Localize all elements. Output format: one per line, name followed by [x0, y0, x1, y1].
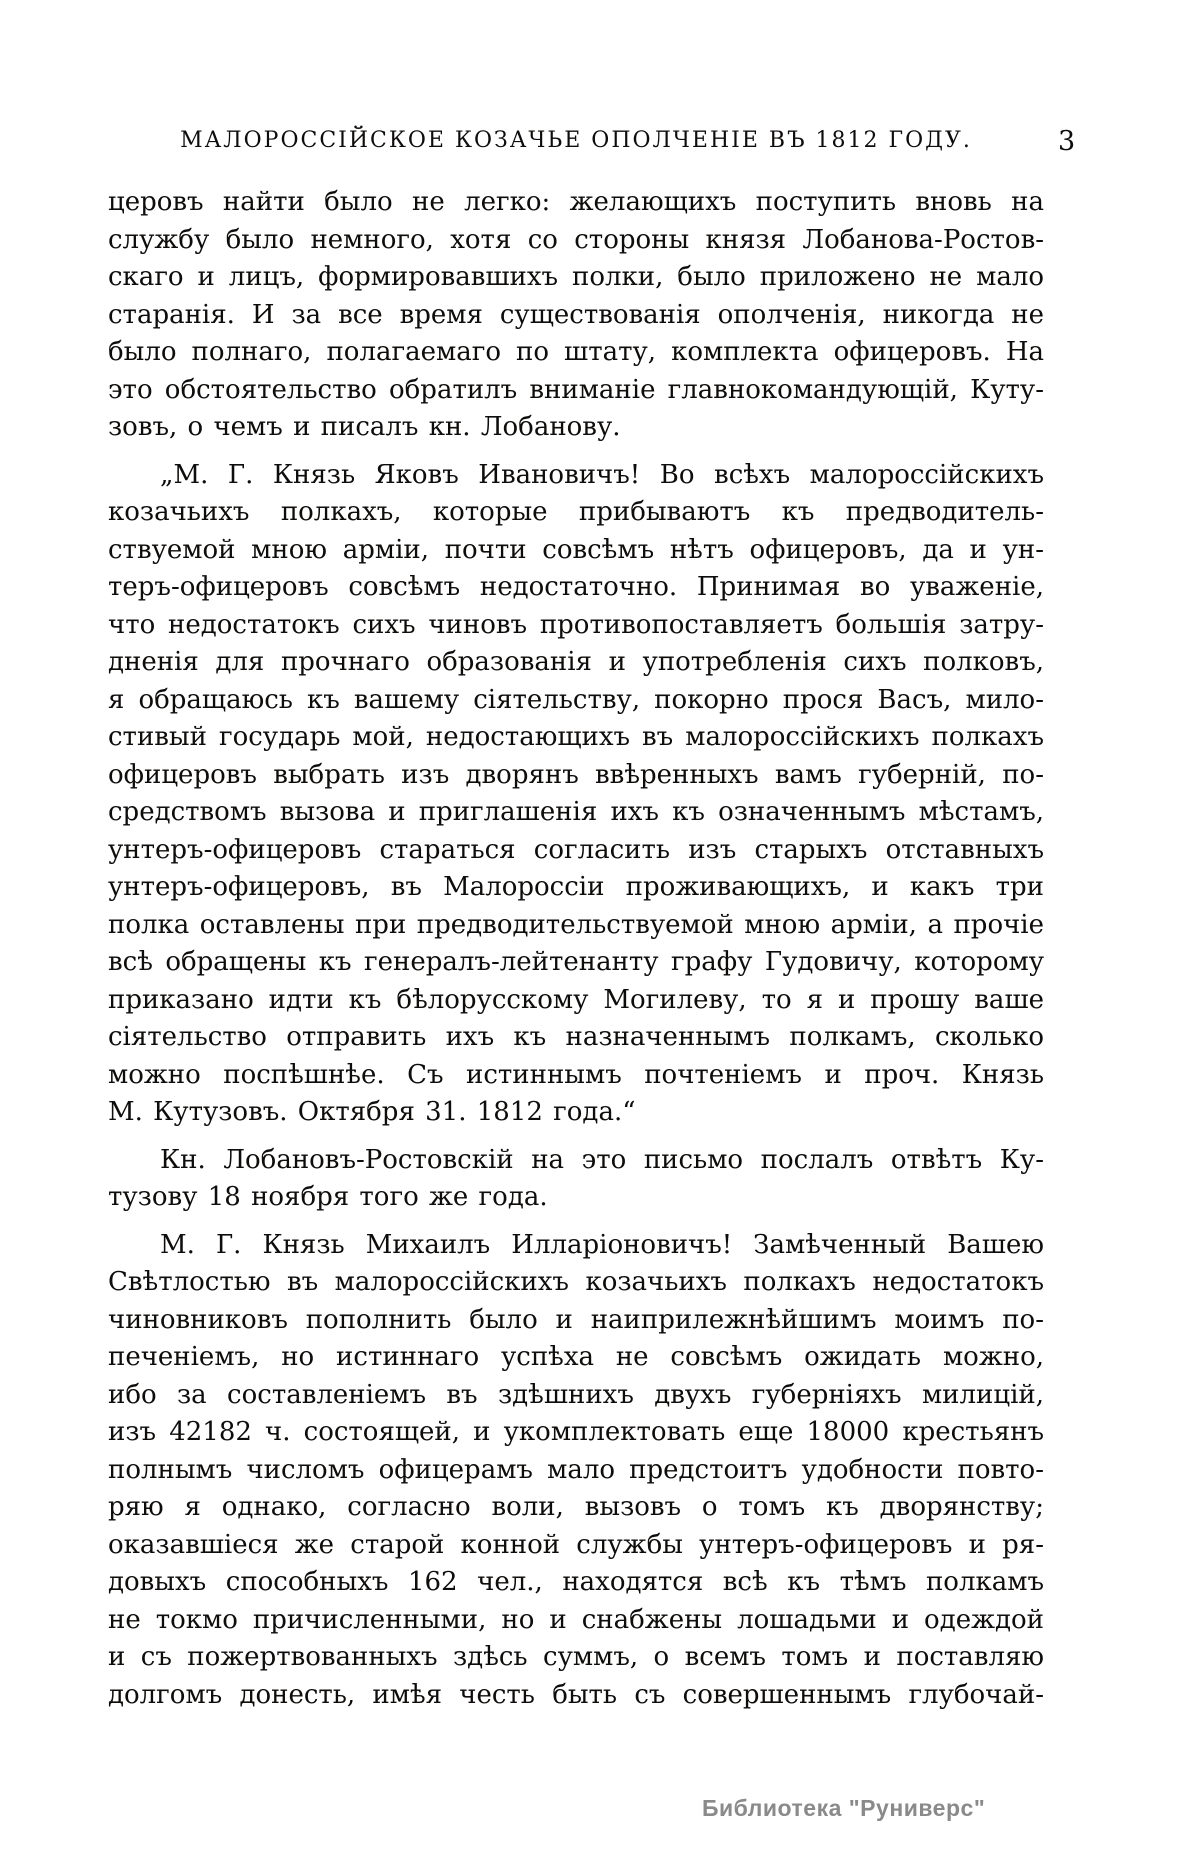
paragraph: [108, 1142, 1044, 1217]
paragraph: [108, 1227, 1044, 1715]
text-line: „М. Г. Князь Яковъ Ивановичъ! Во всѣхъ малороссійскихъ: [160, 459, 1044, 490]
text-line: это обстоятельство обратилъ вниманіе главнокомандующій, Куту-: [108, 374, 1044, 405]
text-line: скаго и лицъ, формировавшихъ полки, было приложено не мало: [108, 262, 1044, 292]
text-line: средствомъ вызова и приглашенія ихъ къ означеннымъ мѣстамъ,: [108, 797, 1044, 827]
text-line: долгомъ донесть, имѣя честь быть съ совершеннымъ глубочай-: [108, 1679, 1044, 1710]
library-watermark: Библиотека "Руниверс": [702, 1795, 986, 1821]
text-line: унтеръ-офицеровъ, въ Малороссіи проживающихъ, и какъ три: [108, 872, 1044, 902]
text-line: что недостатокъ сихъ чиновъ противопоставляетъ большія затру-: [108, 609, 1044, 640]
text-line: зовъ, о чемъ и писалъ кн. Лобанову.: [108, 412, 621, 442]
text-line: церовъ найти было не легко: желающихъ поступить вновь на: [108, 187, 1044, 217]
text-line: службу было немного, хотя со стороны князя Лобанова-Ростов-: [108, 224, 1044, 255]
text-line: козачьихъ полкахъ, которые прибываютъ къ предводитель-: [108, 497, 1044, 527]
paragraph: [108, 457, 1044, 1132]
text-line: ряю я однако, согласно воли, вызовъ о томъ къ дворянству;: [108, 1492, 1044, 1522]
text-line: всѣ обращены къ генералъ-лейтенанту графу Гудовичу, которому: [108, 947, 1044, 977]
text-line: оказавшіеся же старой конной службы унтеръ-офицеровъ и ря-: [108, 1529, 1044, 1560]
paragraph: [108, 184, 1044, 447]
text-line: М. Г. Князь Михаилъ Илларіоновичъ! Замѣченный Вашею: [160, 1229, 1044, 1260]
text-line: дненія для прочнаго образованія и употребленія сихъ полковъ,: [108, 647, 1044, 677]
text-line: полнымъ числомъ офицерамъ мало предстоитъ удобности повто-: [108, 1454, 1044, 1485]
page-number: 3: [1058, 126, 1076, 157]
text-line: тузову 18 ноября того же года.: [108, 1182, 548, 1212]
text-line: теръ-офицеровъ совсѣмъ недостаточно. Принимая во уваженіе,: [108, 572, 1044, 602]
text-line: старанія. И за все время существованія ополченія, никогда не: [108, 299, 1044, 330]
text-line: стивый государь мой, недостающихъ въ малороссійскихъ полкахъ: [108, 722, 1044, 752]
text-line: печеніемъ, но истиннаго успѣха не совсѣмъ ожидать можно,: [108, 1342, 1044, 1372]
text-line: М. Кутузовъ. Октября 31. 1812 года.“: [108, 1097, 636, 1127]
text-line: изъ 42182 ч. состоящей, и укомплектовать еще 18000 крестьянъ: [108, 1417, 1044, 1447]
text-line: и съ пожертвованныхъ здѣсь суммъ, о всемъ томъ и поставляю: [108, 1642, 1044, 1672]
text-line: было полнаго, полагаемаго по штату, комплекта офицеровъ. На: [108, 337, 1044, 367]
text-line: ибо за составленіемъ въ здѣшнихъ двухъ губерніяхъ милицій,: [108, 1379, 1044, 1410]
page-body: [108, 184, 1044, 1714]
text-line: довыхъ способныхъ 162 чел., находятся всѣ къ тѣмъ полкамъ: [108, 1567, 1044, 1597]
text-line: сіятельство отправить ихъ къ назначеннымъ полкамъ, сколько: [108, 1022, 1044, 1052]
text-line: приказано идти къ бѣлорусскому Могилеву, то я и прошу ваше: [108, 984, 1044, 1015]
text-line: полка оставлены при предводительствуемой мною арміи, а прочіе: [108, 909, 1044, 940]
text-line: можно поспѣшнѣе. Съ истиннымъ почтеніемъ и проч. Князь: [108, 1059, 1044, 1090]
page-header-title: МАЛОРОССІЙСКОЕ КОЗАЧЬЕ ОПОЛЧЕНІЕ ВЪ 1812 ГОДУ.: [180, 128, 972, 153]
text-line: чиновниковъ пополнить было и наиприлежнѣйшимъ моимъ по-: [108, 1304, 1044, 1335]
text-line: я обращаюсь къ вашему сіятельству, покорно прося Васъ, мило-: [108, 684, 1044, 715]
text-line: не токмо причисленными, но и снабжены лошадьми и одеждой: [108, 1604, 1044, 1635]
text-line: Кн. Лобановъ-Ростовскій на это письмо послалъ отвѣтъ Ку-: [160, 1144, 1044, 1175]
text-line: офицеровъ выбрать изъ дворянъ ввѣренныхъ вамъ губерній, по-: [108, 759, 1044, 790]
text-line: ствуемой мною арміи, почти совсѣмъ нѣтъ офицеровъ, да и ун-: [108, 534, 1044, 565]
text-line: унтеръ-офицеровъ стараться согласить изъ старыхъ отставныхъ: [108, 834, 1044, 865]
text-line: Свѣтлостью въ малороссійскихъ козачьихъ полкахъ недостатокъ: [108, 1267, 1044, 1297]
